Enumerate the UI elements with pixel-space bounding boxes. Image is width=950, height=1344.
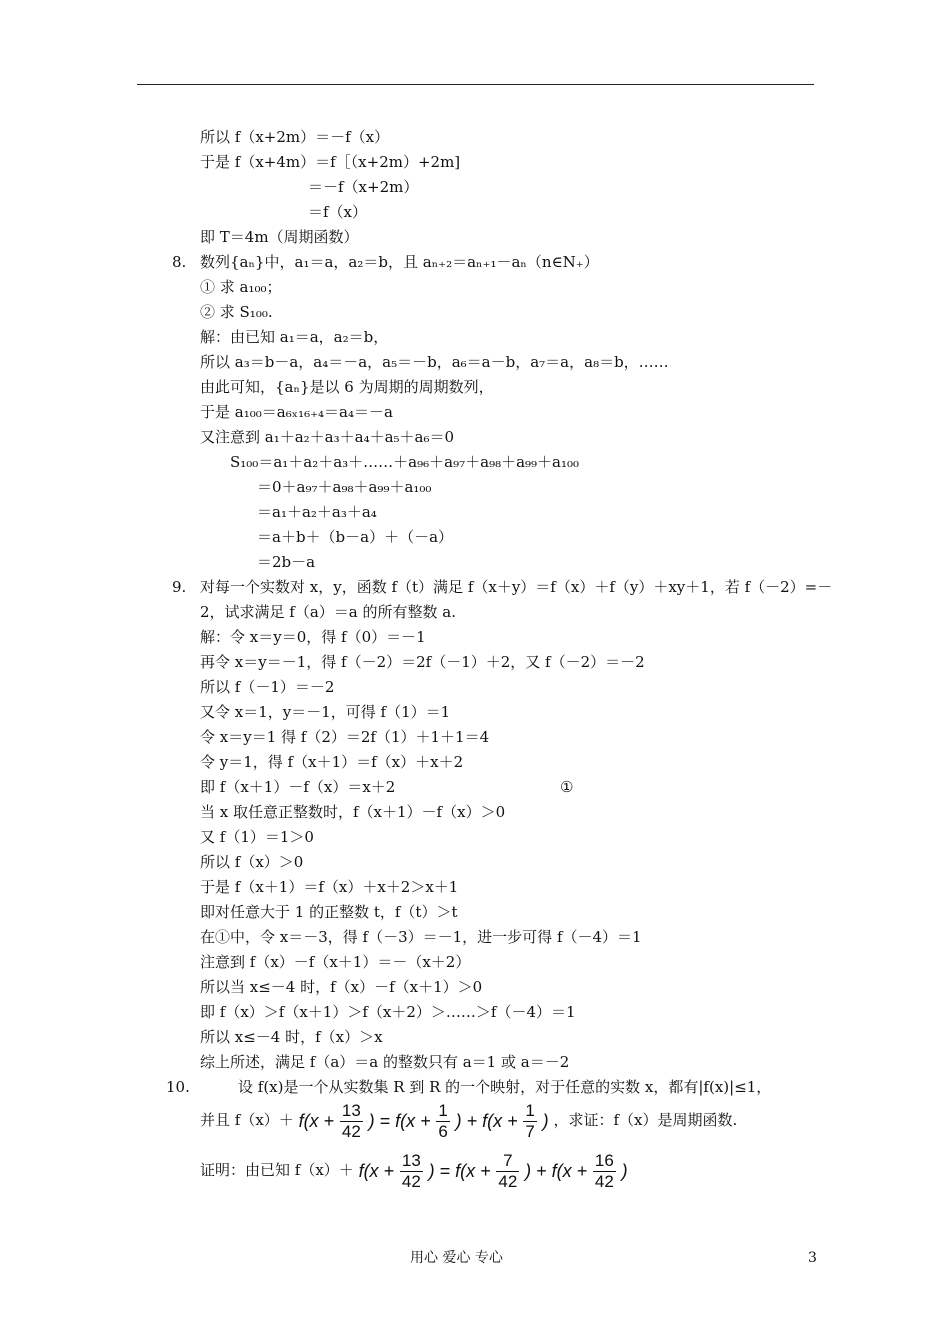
- formula-segment: ) = f(x +: [428, 1161, 491, 1181]
- fraction-numerator: 1: [438, 1100, 448, 1120]
- text-line: 由此可知，{aₙ}是以 6 为周期的周期数列，: [200, 378, 494, 396]
- formula-segment: ) + f(x +: [525, 1161, 588, 1181]
- formula-segment: ): [621, 1161, 628, 1181]
- text-line: ＝a＋b＋（b－a）＋（－a）: [257, 528, 454, 546]
- equation-marker: ①: [560, 778, 574, 796]
- fraction: [436, 1101, 449, 1142]
- text-line: 解：由已知 a₁＝a，a₂＝b，: [200, 328, 389, 346]
- fraction: [496, 1151, 519, 1192]
- text-line: 又令 x＝1，y＝－1，可得 f（1）＝1: [200, 703, 451, 721]
- text-line: 所以 f（x）＞0: [200, 853, 304, 871]
- text-line: 在①中，令 x＝－3，得 f（－3）＝－1，进一步可得 f（－4）＝1: [200, 928, 642, 946]
- fraction-denominator: 7: [525, 1121, 535, 1141]
- footer-slogan: 用心 爱心 专心: [410, 1250, 503, 1266]
- formula-line-1: [200, 1098, 737, 1143]
- fraction-numerator: 1: [525, 1100, 535, 1120]
- text-line: ＝a₁＋a₂＋a₃＋a₄: [257, 503, 377, 521]
- text-line: 令 y＝1，得 f（x＋1）＝f（x）＋x＋2: [200, 753, 464, 771]
- text-line: 所以 f（x+2m）＝－f（x）: [200, 128, 390, 146]
- formula-segment: f(x +: [298, 1111, 335, 1131]
- text-line: S₁₀₀＝a₁＋a₂＋a₃＋……＋a₉₆＋a₉₇＋a₉₈＋a₉₉＋a₁₀₀: [230, 453, 580, 471]
- text-line: 于是 a₁₀₀＝a₆ₓ₁₆₊₄＝a₄＝－a: [200, 403, 393, 421]
- fraction-denominator: 42: [594, 1171, 614, 1191]
- fraction-numerator: 13: [341, 1100, 361, 1120]
- fraction: [593, 1151, 616, 1192]
- text-line: 又注意到 a₁＋a₂＋a₃＋a₄＋a₅＋a₆＝0: [200, 428, 455, 446]
- formula-segment: ) + f(x +: [455, 1111, 518, 1131]
- text-line: ＝2b－a: [257, 553, 316, 571]
- text-line: 即对任意大于 1 的正整数 t，f（t）＞t: [200, 903, 458, 921]
- problem-number: 10.: [166, 1078, 190, 1096]
- fraction-denominator: 42: [341, 1121, 361, 1141]
- problem-number: 8.: [172, 253, 187, 271]
- formula-line-2: [200, 1148, 628, 1193]
- fraction-numerator: 13: [401, 1150, 421, 1170]
- text-line: 再令 x＝y＝－1，得 f（－2）＝2f（－1）＋2，又 f（－2）＝－2: [200, 653, 645, 671]
- page-number: 3: [808, 1250, 817, 1266]
- text-line: 所以 x≤－4 时，f（x）＞x: [200, 1028, 383, 1046]
- text-line: ② 求 S₁₀₀.: [200, 303, 273, 321]
- text-line: ＝0＋a₉₇＋a₉₈＋a₉₉＋a₁₀₀: [257, 478, 432, 496]
- text-segment: 并且 f（x）＋: [200, 1111, 294, 1129]
- fraction-denominator: 42: [498, 1171, 518, 1191]
- problem-statement: 设 f(x)是一个从实数集 R 到 R 的一个映射，对于任意的实数 x，都有|f(x)|≤1，: [238, 1078, 772, 1096]
- fraction: [400, 1151, 423, 1192]
- text-line: ① 求 a₁₀₀；: [200, 278, 282, 296]
- formula-segment: ) = f(x +: [368, 1111, 431, 1131]
- text-line: 解：令 x＝y＝0，得 f（0）＝－1: [200, 628, 426, 646]
- text-line: 当 x 取任意正整数时，f（x＋1）－f（x）＞0: [200, 803, 506, 821]
- problem-statement: 2，试求满足 f（a）＝a 的所有整数 a.: [200, 603, 456, 621]
- fraction: [523, 1101, 536, 1142]
- fraction: [340, 1101, 363, 1142]
- text-line: 于是 f（x+4m）＝f［（x+2m）+2m]: [200, 153, 461, 171]
- formula-segment: f(x +: [358, 1161, 395, 1181]
- text-line: 所以 a₃＝b－a，a₄＝－a，a₅＝－b，a₆＝a－b，a₇＝a，a₈＝b，……: [200, 353, 669, 371]
- header-rule: [137, 84, 814, 85]
- fraction-denominator: 6: [438, 1121, 448, 1141]
- fraction-denominator: 42: [401, 1171, 421, 1191]
- text-line: 即 f（x＋1）－f（x）＝x＋2: [200, 778, 396, 796]
- problem-statement: 数列{aₙ}中，a₁＝a，a₂＝b，且 aₙ₊₂＝aₙ₊₁－aₙ（n∈N₊）: [200, 253, 599, 271]
- text-line: 令 x＝y＝1 得 f（2）＝2f（1）＋1＋1＝4: [200, 728, 490, 746]
- problem-number: 9.: [172, 578, 187, 596]
- text-line: 即 T＝4m（周期函数）: [200, 228, 359, 246]
- text-line: 即 f（x）＞f（x＋1）＞f（x＋2）＞……＞f（－4）＝1: [200, 1003, 576, 1021]
- text-segment: ，求证：f（x）是周期函数.: [553, 1111, 738, 1129]
- text-line: ＝－f（x+2m）: [308, 178, 419, 196]
- fraction-numerator: 7: [496, 1151, 519, 1172]
- text-line: 所以当 x≤－4 时，f（x）－f（x＋1）＞0: [200, 978, 483, 996]
- fraction-numerator: 16: [594, 1150, 614, 1170]
- text-line: 注意到 f（x）－f（x＋1）＝－（x＋2）: [200, 953, 471, 971]
- text-line: ＝f（x）: [308, 203, 368, 221]
- problem-statement: 对每一个实数对 x，y，函数 f（t）满足 f（x＋y）＝f（x）＋f（y）＋xy＋1，若 f（－2）=－: [200, 578, 833, 596]
- text-line: 又 f（1）＝1＞0: [200, 828, 314, 846]
- text-line: 于是 f（x＋1）＝f（x）＋x＋2＞x＋1: [200, 878, 459, 896]
- text-line: 所以 f（－1）＝－2: [200, 678, 335, 696]
- formula-segment: ): [542, 1111, 549, 1131]
- text-segment: 证明：由已知 f（x）＋: [200, 1161, 354, 1179]
- text-line: 综上所述，满足 f（a）＝a 的整数只有 a＝1 或 a＝－2: [200, 1053, 570, 1071]
